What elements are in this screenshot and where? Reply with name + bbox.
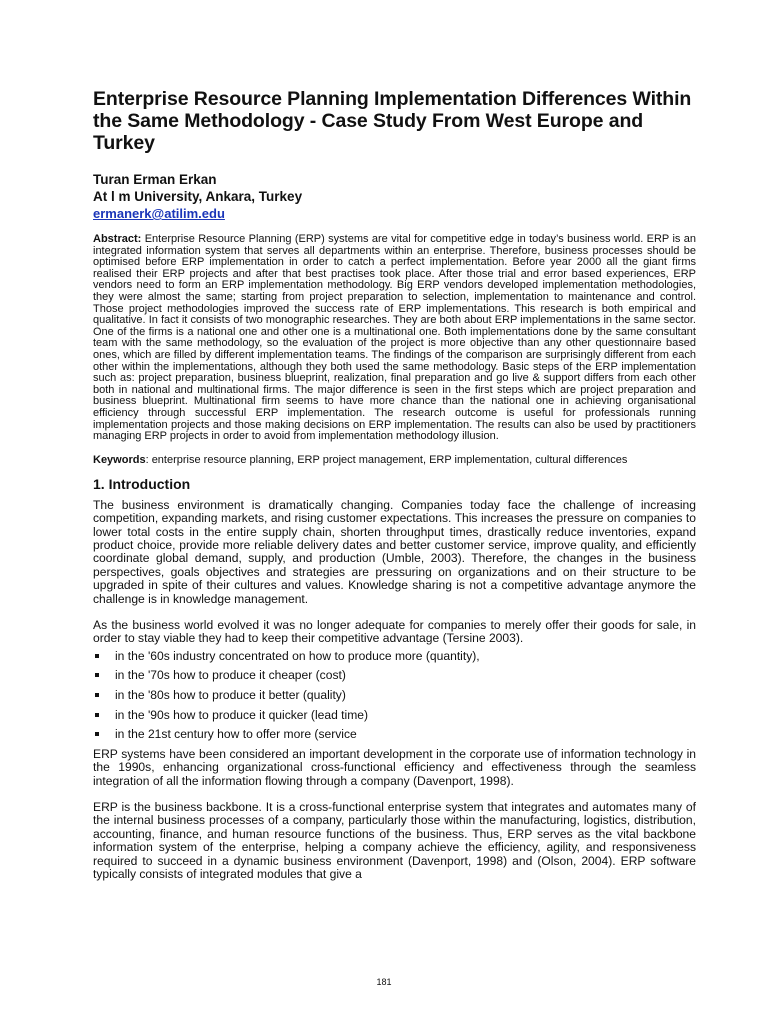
paper-page [93,88,696,881]
list-item: in the '60s industry concentrated on how to produce more (quantity), [93,650,696,663]
author-email-link[interactable]: ermanerk@atilim.edu [93,206,225,221]
paragraph: As the business world evolved it was no longer adequate for companies to merely offer their goods for sale, in order to stay viable they had to keep their competitive advantage (Tersine 2003). [93,617,696,646]
list-item: in the '80s how to produce it better (quality) [93,689,696,702]
list-item: in the '90s how to produce it quicker (lead time) [93,709,696,722]
bullet-square-icon [95,732,99,736]
abstract-text: Enterprise Resource Planning (ERP) systems are vital for competitive edge in today’s business world. ERP is an integrated information system that serves all departments within an enterprise. Therefore, business processes should be optimised before ERP implementation in order to catch a perfect implementation. Before year 2000 all the giant firms realised their ERP projects and after that best practises took place. After those trial and error based experiences, ERP vendors need to form an ERP implementation methodology. Big ERP vendors developed implementation methodologies, they were almost the same; starting from project preparation to selection, implementation to maintenance and control. Those project methodologies improved the success rate of ERP implementations. This research is both empirical and qualitative. In fact it consists of two monographic researches. They are both about ERP implementations in the same sector. One of the firms is a national one and other one is a multinational one. Both implementations done by the same consultant team with the same methodology, so the evaluation of the project is more objective than any other questionnaire based ones, which are filled by different implementation teams. The findings of the comparison are surprisingly different from each other within the implementations, although they both used the same methodology. Basic steps of the ERP implementation such as: project preparation, business blueprint, realization, final preparation and go live & support differs from each other both in national and multinational firms. The major difference is seen in the first steps which are project preparation and business blueprint. Multinational firm seems to have more chance than the national one in achieving organisational efficiency through successful ERP implementation. The research outcome is useful for professionals running implementation projects and those making decisions on ERP implementation. The results can also be used by practitioners managing ERP projects in order to avoid from implementation methodology illusion. [93,233,696,443]
paper-title: Enterprise Resource Planning Implementation Differences Within the Same Methodology - Case Study From West Europe and Turkey [93,88,692,154]
keywords-label: Keywords [93,453,146,466]
list-item: in the 21st century how to offer more (service [93,728,696,741]
bullet-square-icon [95,673,99,677]
keywords [93,454,696,466]
abstract-label: Abstract: [93,233,142,245]
bullet-square-icon [95,654,99,658]
author-block [93,171,696,222]
paragraph: The business environment is dramatically changing. Companies today face the challenge of increasing competition, expanding markets, and rising customer expectations. This increases the pressure on companies to lower total costs in the entire supply chain, shorten throughput times, drastically reduce inventories, expand product choice, provide more reliable delivery dates and better customer service, improve quality, and efficiently coordinate global demand, supply, and production (Umble, 2003). Therefore, the changes in the business perspectives, goals objectives and strategies are pressuring on organizations and on their structure to be upgraded in spite of their cultures and values. Knowledge sharing is not a competitive advantage anymore the challenge is in knowledge management. [93,497,696,606]
paragraph: ERP is the business backbone. It is a cross-functional enterprise system that integrates and automates many of the internal business processes of a company, particularly those within the manufacturing, logistics, distribution, accounting, finance, and human resource functions of the business. Thus, ERP serves as the vital backbone information system of the enterprise, helping a company achieve the efficiency, agility, and responsiveness required to succeed in a dynamic business environment (Davenport, 1998) and (Olson, 2004). ERP software typically consists of integrated modules that give a [93,799,696,881]
bullet-list [93,650,696,742]
paragraph: ERP systems have been considered an important development in the corporate use of information technology in the 1990s, enhancing organizational cross-functional efficiency and effectiveness through the seamless integration of all the information flowing through a company (Davenport, 1998). [93,746,696,788]
bullet-square-icon [95,713,99,717]
section-heading-introduction: 1. Introduction [93,475,191,492]
bullet-square-icon [95,693,99,697]
author-name: Turan Erman Erkan [93,172,217,187]
page-number: 181 [376,977,392,987]
list-item: in the '70s how to produce it cheaper (cost) [93,669,696,682]
keywords-text: : enterprise resource planning, ERP project management, ERP implementation, cultural differences [145,453,628,466]
author-affiliation: At l m University, Ankara, Turkey [93,189,303,204]
abstract [93,234,696,443]
